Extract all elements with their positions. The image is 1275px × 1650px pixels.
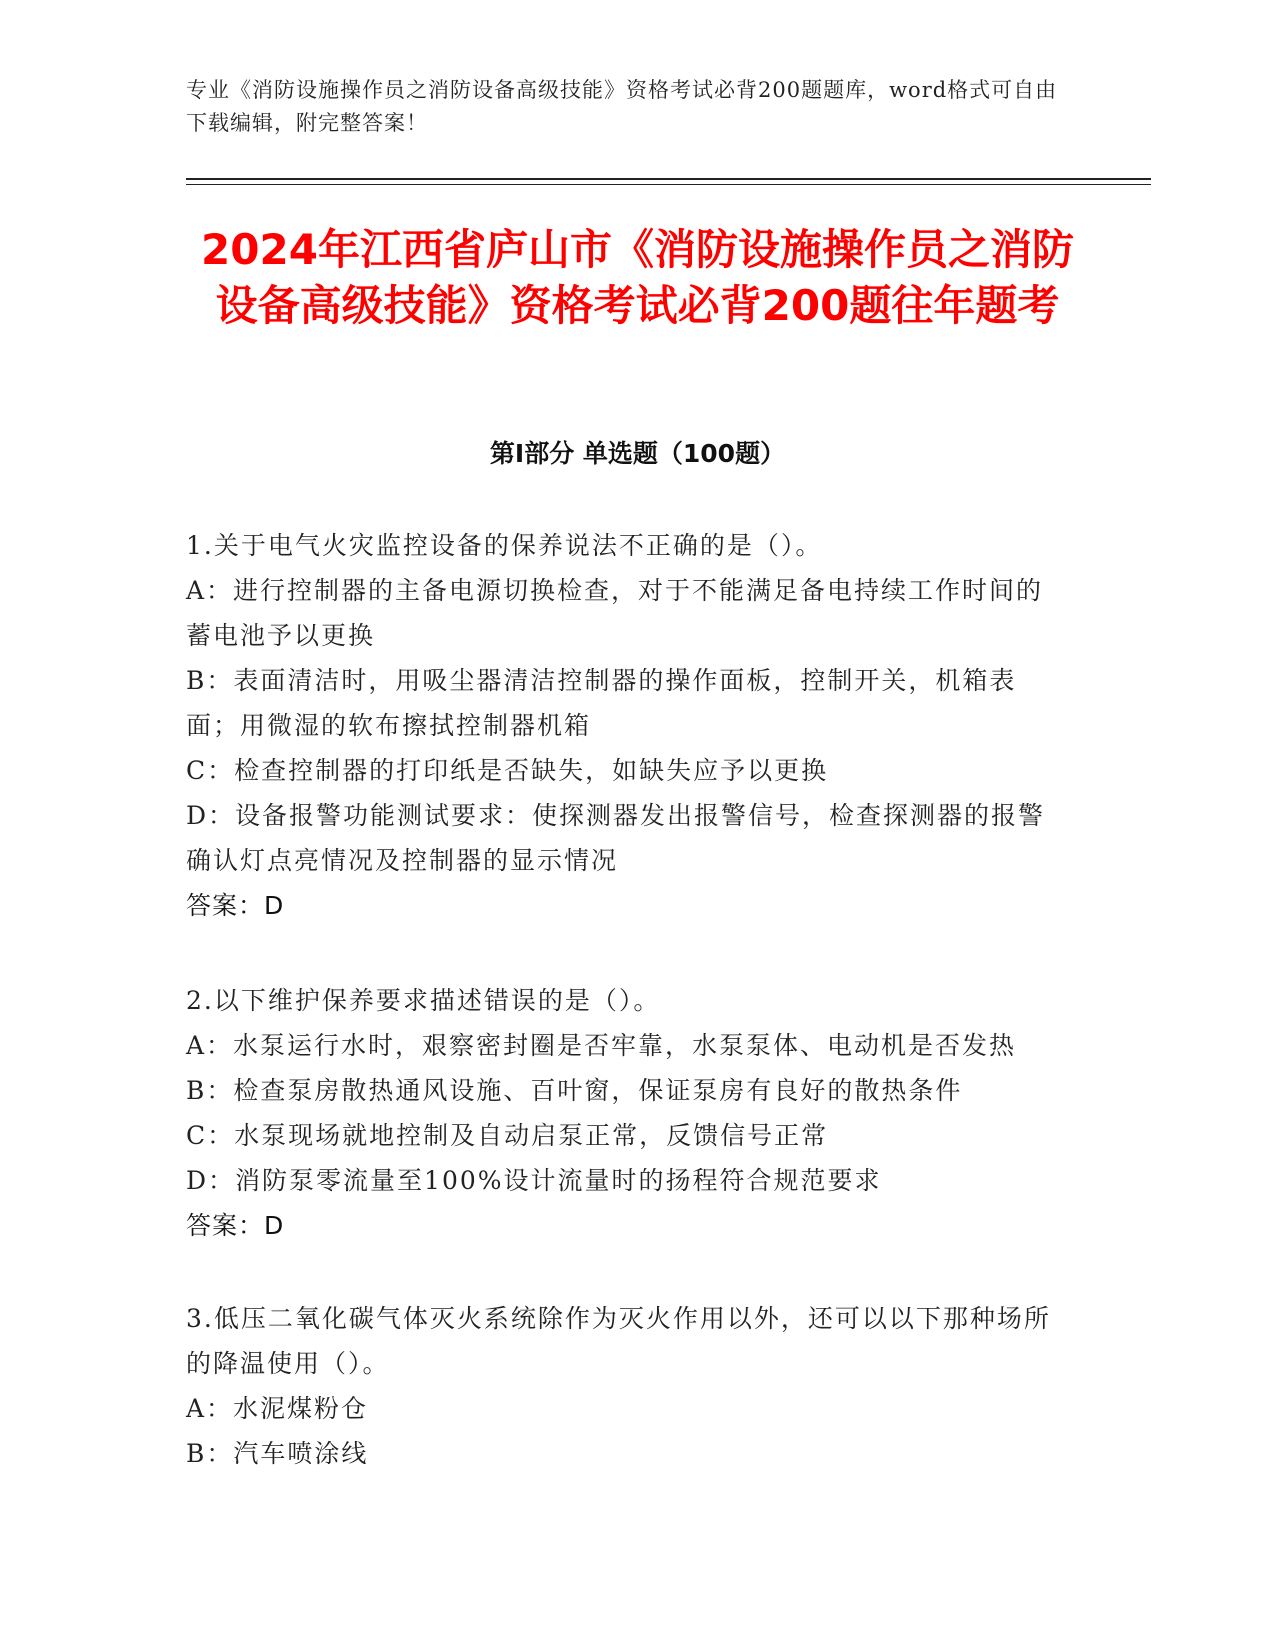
- question-1: [186, 523, 1066, 928]
- question-stem: 3.低压二氧化碳气体灭火系统除作为灭火作用以外，还可以以下那种场所的降温使用（）。: [186, 1304, 1051, 1378]
- header-rule-thick: [186, 178, 1151, 180]
- question-3: [186, 1296, 1066, 1476]
- option-b: B：汽车喷涂线: [186, 1439, 369, 1468]
- answer: 答案：D: [186, 891, 285, 920]
- option-c: C：水泵现场就地控制及自动启泵正常，反馈信号正常: [186, 1121, 829, 1150]
- document-title: 2024年江西省庐山市《消防设施操作员之消防设备高级技能》资格考试必背200题往年题考: [201, 225, 1074, 330]
- header-note: 专业《消防设施操作员之消防设备高级技能》资格考试必背200题题库，word格式可自由下载编辑，附完整答案！: [186, 78, 1058, 135]
- answer: 答案：D: [186, 1211, 285, 1240]
- option-d: D：设备报警功能测试要求：使探测器发出报警信号，检查探测器的报警确认灯点亮情况及控制器的显示情况: [186, 801, 1046, 875]
- option-b: B：检查泵房散热通风设施、百叶窗，保证泵房有良好的散热条件: [186, 1076, 963, 1105]
- section-heading: 第I部分 单选题（100题）: [489, 439, 786, 468]
- option-a: A：进行控制器的主备电源切换检查，对于不能满足备电持续工作时间的蓄电池予以更换: [186, 576, 1044, 650]
- option-a: A：水泵运行水时，艰察密封圈是否牢靠，水泵泵体、电动机是否发热: [186, 1031, 1017, 1060]
- question-stem: 1.关于电气火灾监控设备的保养说法不正确的是（）。: [186, 531, 823, 560]
- question-2: [186, 978, 1066, 1248]
- option-a: A：水泥煤粉仓: [186, 1394, 369, 1423]
- option-c: C：检查控制器的打印纸是否缺失，如缺失应予以更换: [186, 756, 829, 785]
- question-stem: 2.以下维护保养要求描述错误的是（）。: [186, 986, 661, 1015]
- option-b: B：表面清洁时，用吸尘器清洁控制器的操作面板，控制开关，机箱表面；用微湿的软布擦拭控制器机箱: [186, 666, 1017, 740]
- header-rule-thin: [186, 184, 1151, 185]
- option-d: D：消防泵零流量至100%设计流量时的扬程符合规范要求: [186, 1166, 882, 1195]
